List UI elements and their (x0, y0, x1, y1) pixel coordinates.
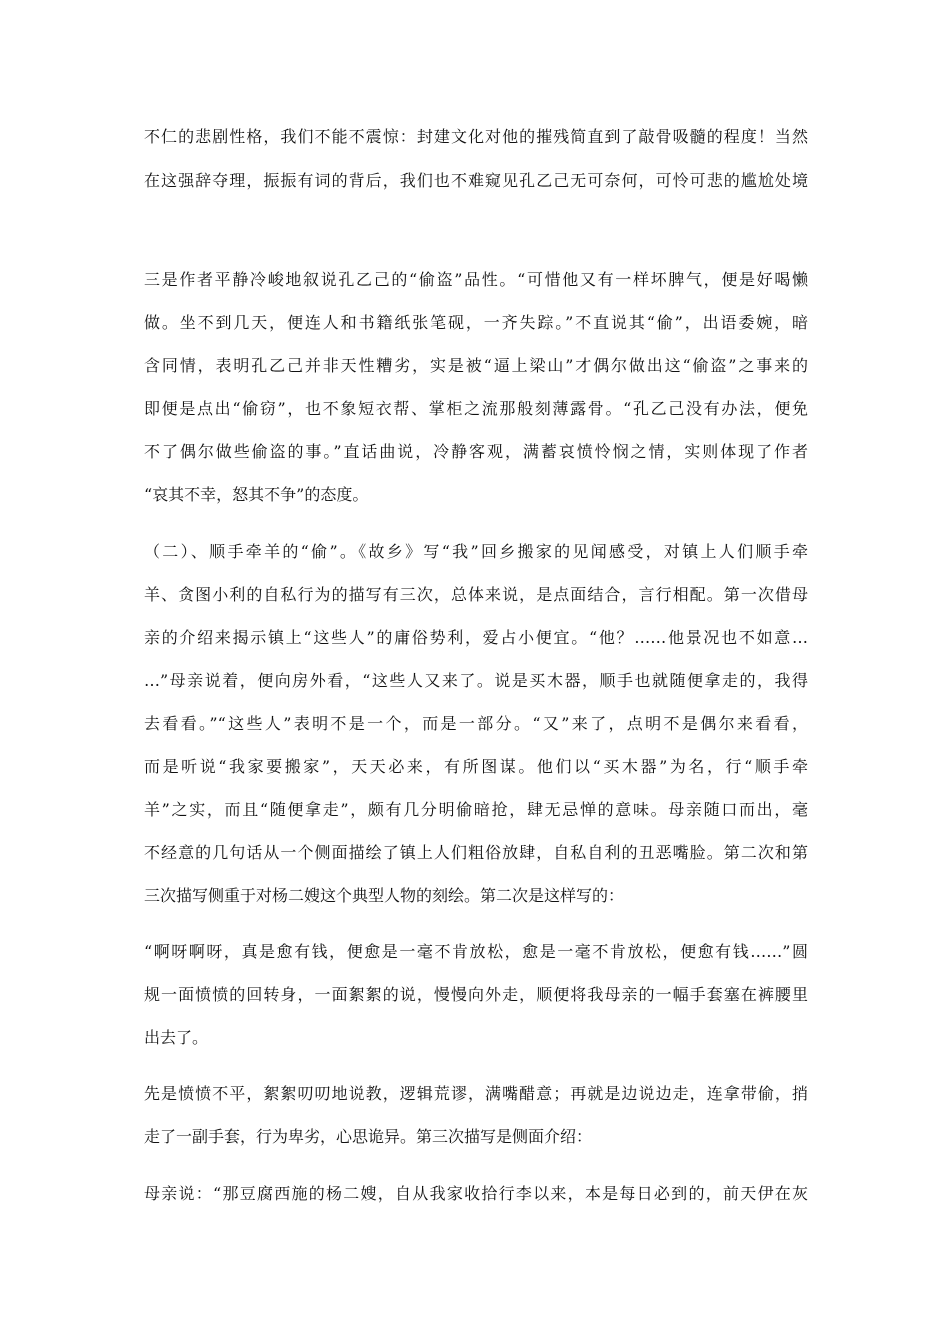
text-line: “哀其不幸，怒其不争”的态度。 (144, 485, 369, 504)
text-line: …”母亲说着，便向房外看，“这些人又来了。说是买木器，顺手也就随便拿走的，我得 (144, 671, 808, 690)
text-line: 即便是点出“偷窃”，也不象短衣帮、掌柜之流那般刻薄露骨。“孔乙己没有办法，便免 (144, 399, 808, 418)
text-line: 走了一副手套，行为卑劣，心思诡异。第三次描写是侧面介绍： (144, 1127, 593, 1146)
text-line: 三次描写侧重于对杨二嫂这个典型人物的刻绘。第二次是这样写的： (144, 886, 625, 905)
text-line: （二）、顺手牵羊的“偷”。《故乡》写“我”回乡搬家的见闻感受，对镇上人们顺手牵 (144, 542, 808, 561)
text-line: 而是听说“我家要搬家”，天天必来，有所图谋。他们以“买木器”为名，行“顺手牵 (144, 757, 808, 776)
text-line: 亲的介绍来揭示镇上“这些人”的庸俗势利，爱占小便宜。“他？……他景况也不如意… (144, 628, 808, 647)
text-line: 出去了。 (144, 1028, 209, 1047)
text-line: 不经意的几句话从一个侧面描绘了镇上人们粗俗放肆，自私自利的丑恶嘴脸。第二次和第 (144, 843, 808, 862)
text-line: “啊呀啊呀，真是愈有钱，便愈是一毫不肯放松，愈是一毫不肯放松，便愈有钱……”圆 (144, 942, 808, 961)
text-line: 去看看。”“这些人”表明不是一个，而是一部分。“又”来了，点明不是偶尔来看看， (144, 714, 808, 733)
text-line: 含同情，表明孔乙己并非天性糟劣，实是被“逼上梁山”才偶尔做出这“偷盗”之事来的 (144, 356, 808, 375)
text-line: 先是愤愤不平，絮絮叨叨地说教，逻辑荒谬，满嘴醋意；再就是边说边走，连拿带偷，捎 (144, 1084, 808, 1103)
text-line: 母亲说：“那豆腐西施的杨二嫂，自从我家收拾行李以来，本是每日必到的，前天伊在灰 (144, 1184, 808, 1203)
text-line: 三是作者平静冷峻地叙说孔乙己的“偷盗”品性。“可惜他又有一样坏脾气，便是好喝懒 (144, 270, 808, 289)
text-line: 不了偶尔做些偷盗的事。”直话曲说，冷静客观，满蓄哀愤怜悯之情，实则体现了作者 (144, 442, 808, 461)
text-line: 规一面愤愤的回转身，一面絮絮的说，慢慢向外走，顺便将我母亲的一幅手套塞在裤腰里 (144, 985, 808, 1004)
text-line: 不仁的悲剧性格，我们不能不震惊：封建文化对他的摧残简直到了敲骨吸髓的程度！当然 (144, 127, 808, 146)
text-line: 做。坐不到几天，便连人和书籍纸张笔砚，一齐失踪。”不直说其“偷”，出语委婉，暗 (144, 313, 808, 332)
text-line: 在这强辞夺理，振振有词的背后，我们也不难窥见孔乙己无可奈何，可怜可悲的尴尬处境 (144, 171, 808, 190)
text-line: 羊”之实，而且“随便拿走”，颇有几分明偷暗抢，肆无忌惮的意味。母亲随口而出，毫 (144, 800, 808, 819)
text-line: 羊、贪图小利的自私行为的描写有三次，总体来说，是点面结合，言行相配。第一次借母 (144, 585, 808, 604)
